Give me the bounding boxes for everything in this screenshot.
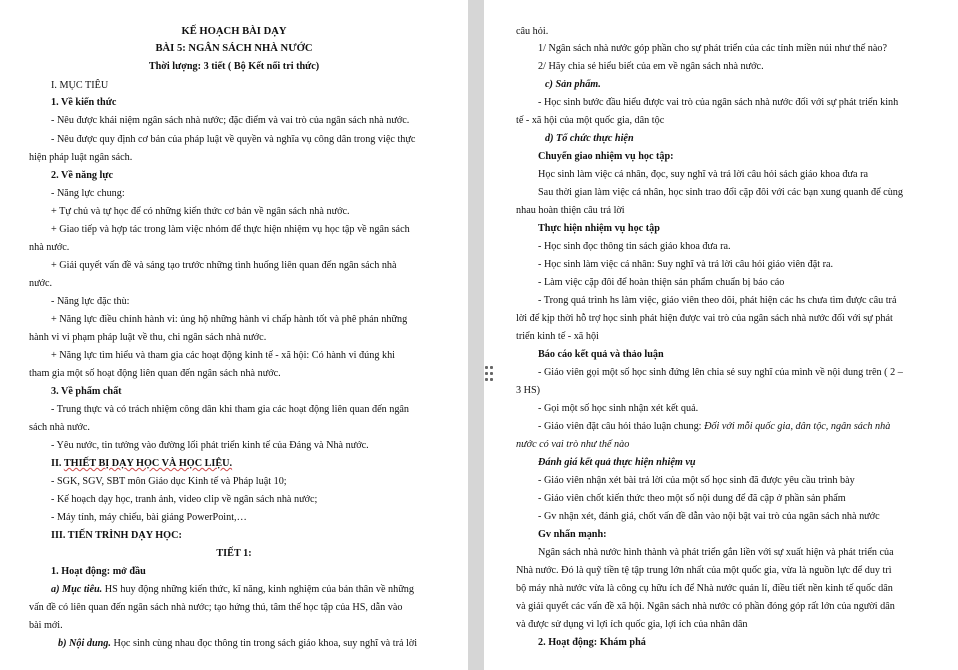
text-line: + Giải quyết vấn đề và sáng tạo trước những tình huống liên quan đến ngân sách nhà [51, 260, 397, 271]
doc-title: KẾ HOẠCH BÀI DẠY [181, 26, 287, 37]
activity-heading: 1. Hoạt động: mở đầu [51, 566, 146, 577]
text-line: - SGK, SGV, SBT môn Giáo dục Kinh tế và Pháp luật 10; [51, 476, 287, 487]
section-heading [51, 457, 232, 471]
text-line: vấn đề có liên quan đến ngân sách nhà nước; tạo hứng thú, tâm thế học tập của HS, dẫn vào [29, 602, 403, 613]
duration-line: Thời lượng: 3 tiết ( Bộ Kết nối tri thức) [148, 61, 320, 72]
text-line: tham gia một số hoạt động liên quan đến ngân sách nhà nước. [29, 368, 281, 379]
activity-heading: 2. Hoạt động: Khám phá [538, 637, 646, 648]
subsection-heading: 3. Về phẩm chất [51, 386, 122, 397]
text-line: - Máy tính, máy chiếu, bài giảng PowerPoint,… [51, 512, 247, 523]
text-line: sách nhà nước. [29, 422, 90, 433]
subsection-heading: 2. Về năng lực [51, 170, 113, 181]
text-line: - Năng lực chung: [51, 188, 125, 199]
document-page-right [484, 0, 958, 670]
text-line: - Gọi một số học sinh nhận xét kết quả. [538, 403, 699, 414]
text-line: lời để kịp thời hỗ trợ học sinh phát hiện được vai trò của ngân sách nhà nước đối với sự phát [516, 313, 893, 324]
text-line: nhau hoàn thiện câu trả lời [516, 205, 625, 216]
text-line: 1/ Ngân sách nhà nước góp phần cho sự phát triển của các tỉnh miền núi như thế nào? [538, 43, 887, 54]
text-line: - Trung thực và có trách nhiệm công dân khi tham gia các hoạt động liên quan đến ngân [51, 404, 410, 415]
step-heading: Thực hiện nhiệm vụ học tập [538, 223, 660, 234]
drag-handle-icon[interactable] [485, 366, 495, 384]
step-heading: Gv nhấn mạnh: [538, 529, 607, 540]
text-line [538, 420, 890, 434]
text-line: - Nêu được khái niệm ngân sách nhà nước; đặc điểm và vai trò của ngân sách nhà nước. [51, 115, 410, 126]
text-line: + Năng lực tìm hiểu và tham gia các hoạt động kinh tế - xã hội: Có hành vi đúng khi [51, 350, 395, 361]
text-line: Học sinh làm việc cá nhân, đọc, suy nghĩ và trả lời câu hỏi sách giáo khoa đưa ra [538, 169, 869, 180]
section-title-spellcheck: THIẾT BỊ DẠY HỌC VÀ HỌC LIỆU. [63, 458, 233, 469]
item-text: Học sinh cùng nhau đọc thông tin trong sách giáo khoa, suy nghĩ và trả lời [110, 638, 418, 649]
subsection-heading: 1. Về kiến thức [51, 97, 117, 108]
document-page-left [0, 0, 468, 670]
item-label: c) Sản phẩm. [545, 79, 601, 90]
item-text: HS huy động những kiến thức, kĩ năng, kinh nghiệm của bản thân về những [102, 584, 414, 595]
text-line: Sau thời gian làm việc cá nhân, học sinh trao đổi cặp đôi với các bạn xung quanh để cùng [538, 187, 903, 198]
text-line: - Yêu nước, tin tưởng vào đường lối phát triển kinh tế của Đảng và Nhà nước. [51, 440, 369, 451]
text-line: - Giáo viên nhận xét bài trả lời của một số học sinh đã được yêu cầu trình bày [538, 475, 855, 486]
text-line: - Học sinh làm việc cá nhân: Suy nghĩ và trả lời câu hỏi giáo viên đặt ra. [538, 259, 834, 270]
text-line: câu hỏi. [516, 26, 549, 37]
text-segment: - Giáo viên đặt câu hỏi thảo luận chung: [538, 421, 705, 432]
text-line: - Học sinh bước đầu hiểu được vai trò của ngân sách nhà nước đối với sự phát triển kinh [538, 97, 899, 108]
text-line [51, 583, 414, 597]
text-line: tế - xã hội của một quốc gia, dân tộc [516, 115, 665, 126]
item-label: d) Tổ chức thực hiện [545, 133, 634, 144]
period-title: TIẾT 1: [216, 548, 252, 559]
text-line: và được sử dụng vì lợi ích quốc gia, lợi ích của nhân dân [516, 619, 748, 630]
text-line: - Giáo viên chốt kiến thức theo một số nội dung để đã cập ở phần sản phẩm [538, 493, 846, 504]
text-line: - Học sinh đọc thông tin sách giáo khoa đưa ra. [538, 241, 731, 252]
text-line: nước. [29, 278, 53, 289]
text-line: Nhà nước. Đó là quỹ tiền tệ tập trung lớn nhất của một quốc gia, vừa là nguồn lực để duy trì [516, 565, 892, 576]
text-line: - Nêu được quy định cơ bản của pháp luật về quyền và nghĩa vụ công dân trong việc thực [51, 134, 416, 145]
text-line: Ngân sách nhà nước hình thành và phát triển gắn liền với sự xuất hiện và phát triển của [538, 547, 894, 558]
text-line: 3 HS) [516, 385, 541, 396]
text-line: - Năng lực đặc thù: [51, 296, 130, 307]
item-label: a) Mục tiêu. [51, 584, 103, 595]
text-line: - Giáo viên gọi một số học sinh đứng lên chia sẻ suy nghĩ của mình về nội dung trên ( 2 – [538, 367, 903, 378]
section-number: II. [51, 458, 64, 469]
text-line: - Gv nhận xét, đánh giá, chốt vấn đề dẫn vào nội bật vai trò của ngân sách nhà nước [538, 511, 880, 522]
text-line: và giải quyết các vấn đề xã hội. Ngân sách nhà nước có phần đóng góp rất lớn của người dân [516, 601, 895, 612]
text-line: + Tự chủ và tự học để có những kiến thức cơ bản về ngân sách nhà nước. [51, 206, 350, 217]
item-label: b) Nội dung. [58, 638, 111, 649]
step-heading: Báo cáo kết quả và thảo luận [538, 349, 664, 360]
section-heading: III. TIẾN TRÌNH DẠY HỌC: [51, 530, 182, 541]
text-line: bộ máy nhà nước vừa là công cụ hữu ích để Nhà nước quản lí, điều tiết nền kinh tế quốc dân [516, 583, 893, 594]
section-heading: I. MỤC TIÊU [51, 80, 109, 91]
step-heading: Chuyển giao nhiệm vụ học tập: [538, 151, 674, 162]
text-line: hành vi vi phạm pháp luật về thu, chi ngân sách nhà nước. [29, 332, 267, 343]
text-line: triển kinh tế - xã hội [516, 331, 599, 342]
text-line: - Làm việc cặp đôi để hoàn thiện sản phẩm chuẩn bị báo cáo [538, 277, 785, 288]
lesson-title: BÀI 5: NGÂN SÁCH NHÀ NƯỚC [155, 43, 313, 54]
text-line: 2/ Hãy chia sẻ hiểu biết của em về ngân sách nhà nước. [538, 61, 764, 72]
text-line: nhà nước. [29, 242, 70, 253]
step-heading: Đánh giá kết quả thực hiện nhiệm vụ [538, 457, 696, 468]
text-line [58, 637, 417, 651]
text-line: - Trong quá trình hs làm việc, giáo viên theo dõi, phát hiện các hs chưa tìm được câu trả [538, 295, 897, 306]
text-line: - Kế hoạch dạy học, tranh ảnh, video clip về ngân sách nhà nước; [51, 494, 318, 505]
italic-question: nước có vai trò như thế nào [516, 439, 630, 450]
text-line: + Giao tiếp và hợp tác trong làm việc nhóm để thực hiện nhiệm vụ học tập về ngân sách [51, 224, 410, 235]
text-line: hiện pháp luật ngân sách. [29, 152, 133, 163]
text-line: bài mới. [29, 620, 63, 631]
italic-question: Đối với mỗi quốc gia, dân tộc, ngân sách nhà [704, 421, 891, 432]
text-line: + Năng lực điều chỉnh hành vi: ủng hộ những hành vi chấp hành tốt và phê phán những [51, 314, 408, 325]
